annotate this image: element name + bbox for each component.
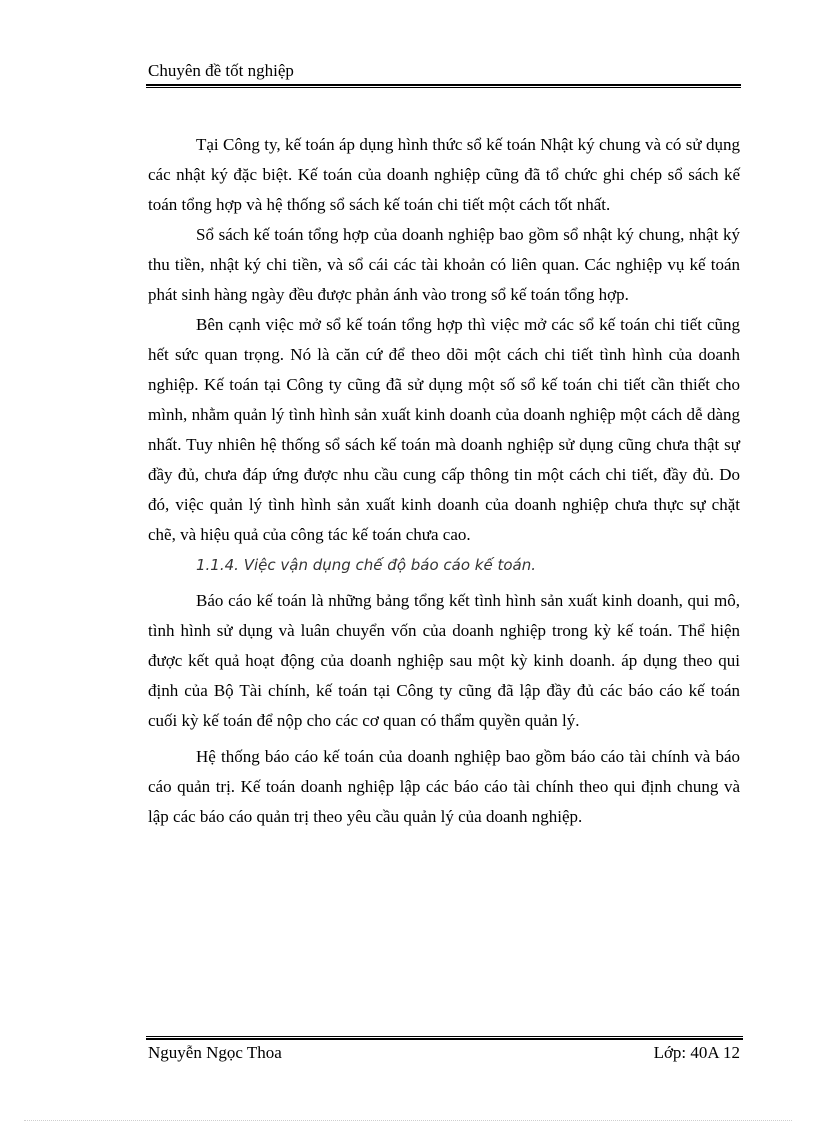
footer-divider [146,1036,743,1040]
section-heading: 1.1.4. Việc vận dụng chế độ báo cáo kế toán. [196,556,537,574]
paragraph: Bên cạnh việc mở sổ kế toán tổng hợp thì việc mở các sổ kế toán chi tiết cũng hết sức quan trọng. Nó là căn cứ để theo dõi một cách chi tiết tình hình của doanh nghiệp. Kế toán tại Công ty cũng đã sử dụng một số sổ kế toán chi tiết cần thiết cho mình, nhằm quản lý tình hình sản xuất kinh doanh của doanh nghiệp một cách dễ dàng nhất. Tuy nhiên hệ thống sổ sách kế toán mà doanh nghiệp sử dụng cũng chưa thật sự đầy đủ, chưa đáp ứng được nhu cầu cung cấp thông tin một cách chi tiết, đầy đủ. Do đó, việc quản lý tình hình sản xuất kinh doanh của doanh nghiệp chưa thực sự chặt chẽ, và hiệu quả của công tác kế toán chưa cao. [148,315,740,544]
paragraph: Sổ sách kế toán tổng hợp của doanh nghiệp bao gồm sổ nhật ký chung, nhật ký thu tiền, nhật ký chi tiền, và sổ cái các tài khoản có liên quan. Các nghiệp vụ kế toán phát sinh hàng ngày đều được phản ánh vào trong sổ kế toán tổng hợp. [148,225,740,304]
paragraph: Báo cáo kế toán là những bảng tổng kết tình hình sản xuất kinh doanh, qui mô, tình hình sử dụng và luân chuyển vốn của doanh nghiệp trong kỳ kế toán. Thể hiện được kết quả hoạt động của doanh nghiệp sau một kỳ kinh doanh. áp dụng theo qui định của Bộ Tài chính, kế toán tại Công ty cũng đã lập đầy đủ các báo cáo kế toán cuối kỳ kế toán để nộp cho các cơ quan có thẩm quyền quản lý. [148,591,740,730]
author-name: Nguyễn Ngọc Thoa [148,1043,282,1062]
paragraph: Tại Công ty, kế toán áp dụng hình thức sổ kế toán Nhật ký chung và có sử dụng các nhật ký đặc biệt. Kế toán của doanh nghiệp cũng đã tổ chức ghi chép sổ sách kế toán tổng hợp và hệ thống sổ sách kế toán chi tiết một cách tốt nhất. [148,135,740,214]
document-body [148,130,740,832]
header-divider [146,84,741,88]
page-edge-divider [24,1120,792,1121]
document-title: Chuyên đề tốt nghiệp [148,61,294,80]
paragraph: Hệ thống báo cáo kế toán của doanh nghiệp bao gồm báo cáo tài chính và báo cáo quản trị. Kế toán doanh nghiệp lập các báo cáo tài chính theo qui định chung và lập các báo cáo quản trị theo yêu cầu quản lý của doanh nghiệp. [148,747,740,826]
class-label: Lớp: 40A 12 [653,1043,740,1062]
